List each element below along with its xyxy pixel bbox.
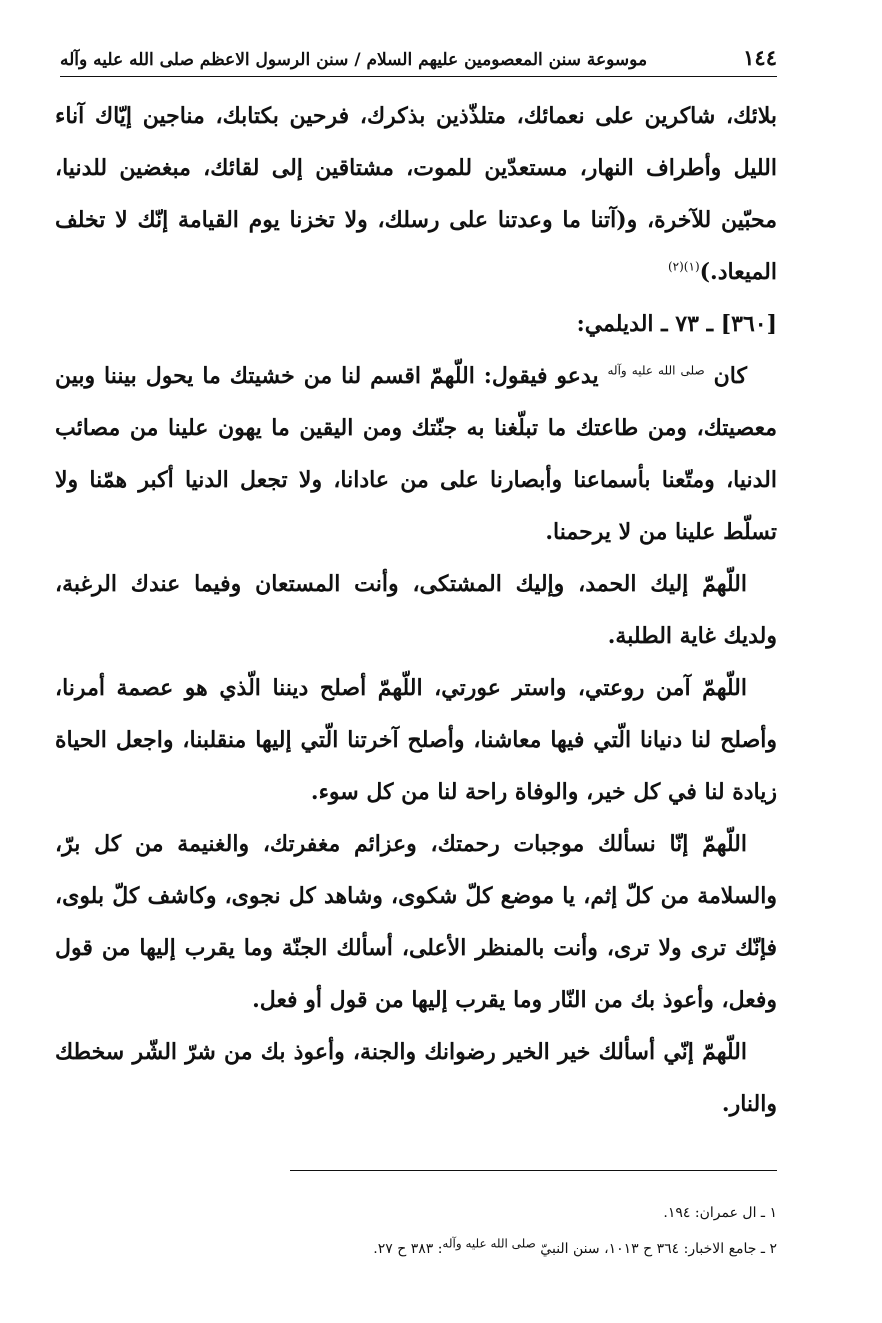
footnote-1: ١ ـ ال عمران: ١٩٤. <box>663 1205 777 1221</box>
footnote-separator <box>290 1170 777 1171</box>
paragraph-supplication: اللّهمّ آمن روعتي، واستر عورتي، اللّهمّ أصلح ديننا الّذي هو عصمة أمرنا، وأصلح لنا دنيانا الّتي فيها معاشنا، وأصلح آخرتنا الّتي إليها منقلبنا، واجعل الحياة زيادة لنا في كل خير، والوفاة راحة لنا من كل سوء. <box>55 675 777 805</box>
footnote-2 <box>300 1231 777 1267</box>
honorific-mark: صلى الله عليه وآله <box>442 1236 536 1251</box>
paragraph-text: يدعو فيقول: اللّهمّ اقسم لنا من خشيتك ما يحول بيننا وبين معصيتك، ومن طاعتك ما تبلّغنا به جنّتك ومن اليقين ما يهون علينا من مصائب الدنيا، ومتّعنا بأسماعنا وأبصارنا على من عادانا، ولا تجعل الدنيا أكبر همّنا ولا تسلّط علينا من لا يرحمنا. <box>55 363 777 545</box>
hadith-number-label: [٣٦٠] ـ ٧٣ ـ الديلمي: <box>576 311 777 337</box>
footnotes <box>300 1195 777 1267</box>
paragraph-lead-word: كان <box>713 363 747 389</box>
footnote-2-text-end: : ٣٨٣ ح ٢٧. <box>373 1241 443 1257</box>
running-title: موسوعة سنن المعصومين عليهم السلام / سنن الرسول الاعظم صلى الله عليه وآله <box>60 50 648 70</box>
paragraph-continued <box>55 90 777 298</box>
paragraph-supplication: اللّهمّ إنّا نسألك موجبات رحمتك، وعزائم مغفرتك، والغنيمة من كل برّ، والسلامة من كلّ إثم، يا موضع كلّ شكوى، وشاهد كل نجوى، وكاشف كلّ بلوى، فإنّك ترى ولا ترى، وأنت بالمنظر الأعلى، أسألك الجنّة وما يقرب إليها من قول وفعل، وأعوذ بك من النّار وما يقرب إليها من قول أو فعل. <box>55 831 777 1013</box>
footnote-2-text: ٢ ـ جامع الاخبار: ٣٦٤ ح ١٠١٣، سنن النبيّ <box>540 1241 777 1257</box>
header-rule <box>60 76 777 77</box>
paragraph-hadith-intro <box>55 350 777 558</box>
page-header <box>60 30 777 70</box>
paragraph-supplication: اللّهمّ إليك الحمد، وإليك المشتكى، وأنت المستعان وفيما عندك الرغبة، ولديك غاية الطلبة. <box>55 571 777 649</box>
honorific-mark: صلى الله عليه وآله <box>607 363 705 378</box>
page-number: ١٤٤ <box>743 45 777 70</box>
paragraph-supplication: اللّهمّ إنّي أسألك خير الخير رضوانك والجنة، وأعوذ بك من شرّ الشّر سخطك والنار. <box>55 1039 777 1117</box>
paragraph-text: بلائك، شاكرين على نعمائك، متلذّذين بذكرك، فرحين بكتابك، مناجين إيّاك آناء الليل وأطراف النهار، مستعدّين للموت، مشتاقين إلى لقائك، مبغضين للدنيا، محبّين للآخرة، و(آتنا ما وعدتنا على رسلك، ولا تخزنا يوم القيامة إنّك لا تخلف الميعاد.) <box>55 103 777 285</box>
main-text <box>55 90 777 1130</box>
footnote-references: (١)(٢) <box>667 259 700 274</box>
